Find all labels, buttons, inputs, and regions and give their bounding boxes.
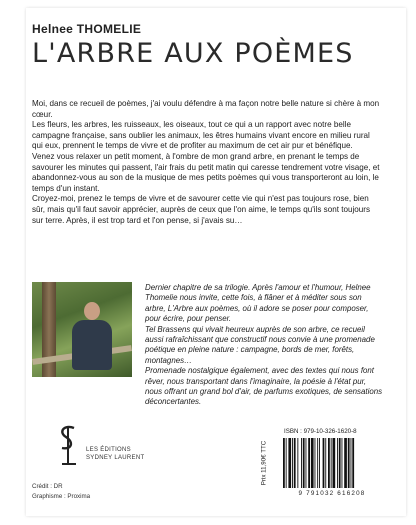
barcode-bar: [306, 438, 307, 488]
barcode-bar: [328, 438, 330, 488]
barcode-bar: [294, 438, 296, 488]
barcode-bar: [352, 438, 354, 488]
barcode-bar: [344, 438, 347, 488]
blurb-paragraph: Promenade nostalgique également, avec des textes qui nous font rêver, nous transportant dans l'imaginaire, la poésie à l'état pur, nous offrant un grand bol d'air, de parfums exotiques, de sensations déconcertantes.: [145, 366, 383, 407]
barcode-bar: [339, 438, 341, 488]
price-text: Prix 11,90€ TTC: [260, 440, 268, 486]
barcode-bar: [333, 438, 336, 488]
barcode-bar: [337, 438, 338, 488]
barcode-bar: [292, 438, 293, 488]
barcode-bar: [308, 438, 310, 488]
credits: [32, 482, 90, 502]
barcode-bar: [342, 438, 343, 488]
barcode-icon: [282, 438, 382, 488]
price-label: [258, 428, 270, 498]
intro-text: [32, 99, 380, 226]
barcode-bar: [331, 438, 332, 488]
blurb-paragraph: Tel Brassens qui vivait heureux auprès de son arbre, ce recueil aussi rafraîchissant que constructif nous convie à une promenade poétique en pleine nature : campagne, bords de mer, forêts, montagnes…: [145, 324, 375, 365]
blurb-text: [145, 283, 383, 408]
barcode-bar: [303, 438, 305, 488]
publisher-line: LES ÉDITIONS: [86, 447, 131, 453]
barcode-bar: [288, 438, 291, 488]
intro-paragraph: Les fleurs, les arbres, les ruisseaux, les oiseaux, tout ce qui a un rapport avec notre belle campagne française, sans oublier les animaux, les êtres humains vivant encore en milieu rural qui eux, prennent le temps de vivre et de profiter au maximum de cet air pur et bénéfique.: [32, 120, 370, 151]
intro-paragraph: Moi, dans ce recueil de poèmes, j'ai voulu défendre à ma façon notre belle nature si chère à mon cœur.: [32, 99, 380, 119]
publisher-name: [86, 447, 144, 462]
barcode-bar: [325, 438, 326, 488]
photo-person-body: [72, 320, 112, 370]
graphic-credit: Graphisme : Proxima: [32, 493, 91, 500]
barcode-number: 9 791032 616208: [298, 490, 366, 497]
intro-paragraph: Croyez-moi, prenez le temps de vivre et de savourer cette vie qui n'est pas toujours rose, bien sûr, mais qu'il faut savoir apprécier, auprès de ceux que l'on aime, le temps qu'ils sont toujours sur terre. Après, il est trop tard et l'on pense, si j'avais su…: [32, 194, 371, 225]
author-name: Helnee THOMELIE: [32, 22, 142, 36]
barcode-bar: [351, 438, 352, 488]
intro-paragraph: Venez vous relaxer un petit moment, à l'ombre de mon grand arbre, en prenant le temps de savourer les minutes qui passent, l'air frais du petit matin qui caresse tendrement votre visage, et abandonnez-vous au son de la musique de mes petits poèmes qui vous transporteront au loin, le temps d'un instant.: [32, 151, 380, 193]
barcode-bar: [297, 438, 298, 488]
barcode-bar: [301, 438, 302, 488]
barcode-bar: [283, 438, 285, 488]
barcode-bar: [311, 438, 314, 488]
barcode-bar: [317, 438, 318, 488]
barcode-bar: [319, 438, 320, 488]
publisher-logo-icon: [56, 424, 80, 466]
blurb-paragraph: Dernier chapitre de sa trilogie. Après l'amour et l'humour, Helnee Thomelie nous invite, cette fois, à flâner et à méditer sous son arbre, L'Arbre aux poèmes, où il adore se poser pour composer, pour écrire, pour penser.: [145, 283, 371, 324]
barcode-bar: [323, 438, 325, 488]
barcode-bar: [315, 438, 316, 488]
barcode-bar: [286, 438, 287, 488]
photo-person-head: [84, 302, 100, 320]
photo-credit: Crédit : DR: [32, 483, 63, 490]
publisher-line: SYDNEY LAURENT: [86, 454, 145, 461]
book-title: L'ARBRE AUX POÈMES: [32, 38, 354, 69]
isbn-label: ISBN : 979-10-326-1620-8: [284, 428, 357, 435]
author-photo: [32, 282, 132, 377]
barcode-bar: [348, 438, 350, 488]
